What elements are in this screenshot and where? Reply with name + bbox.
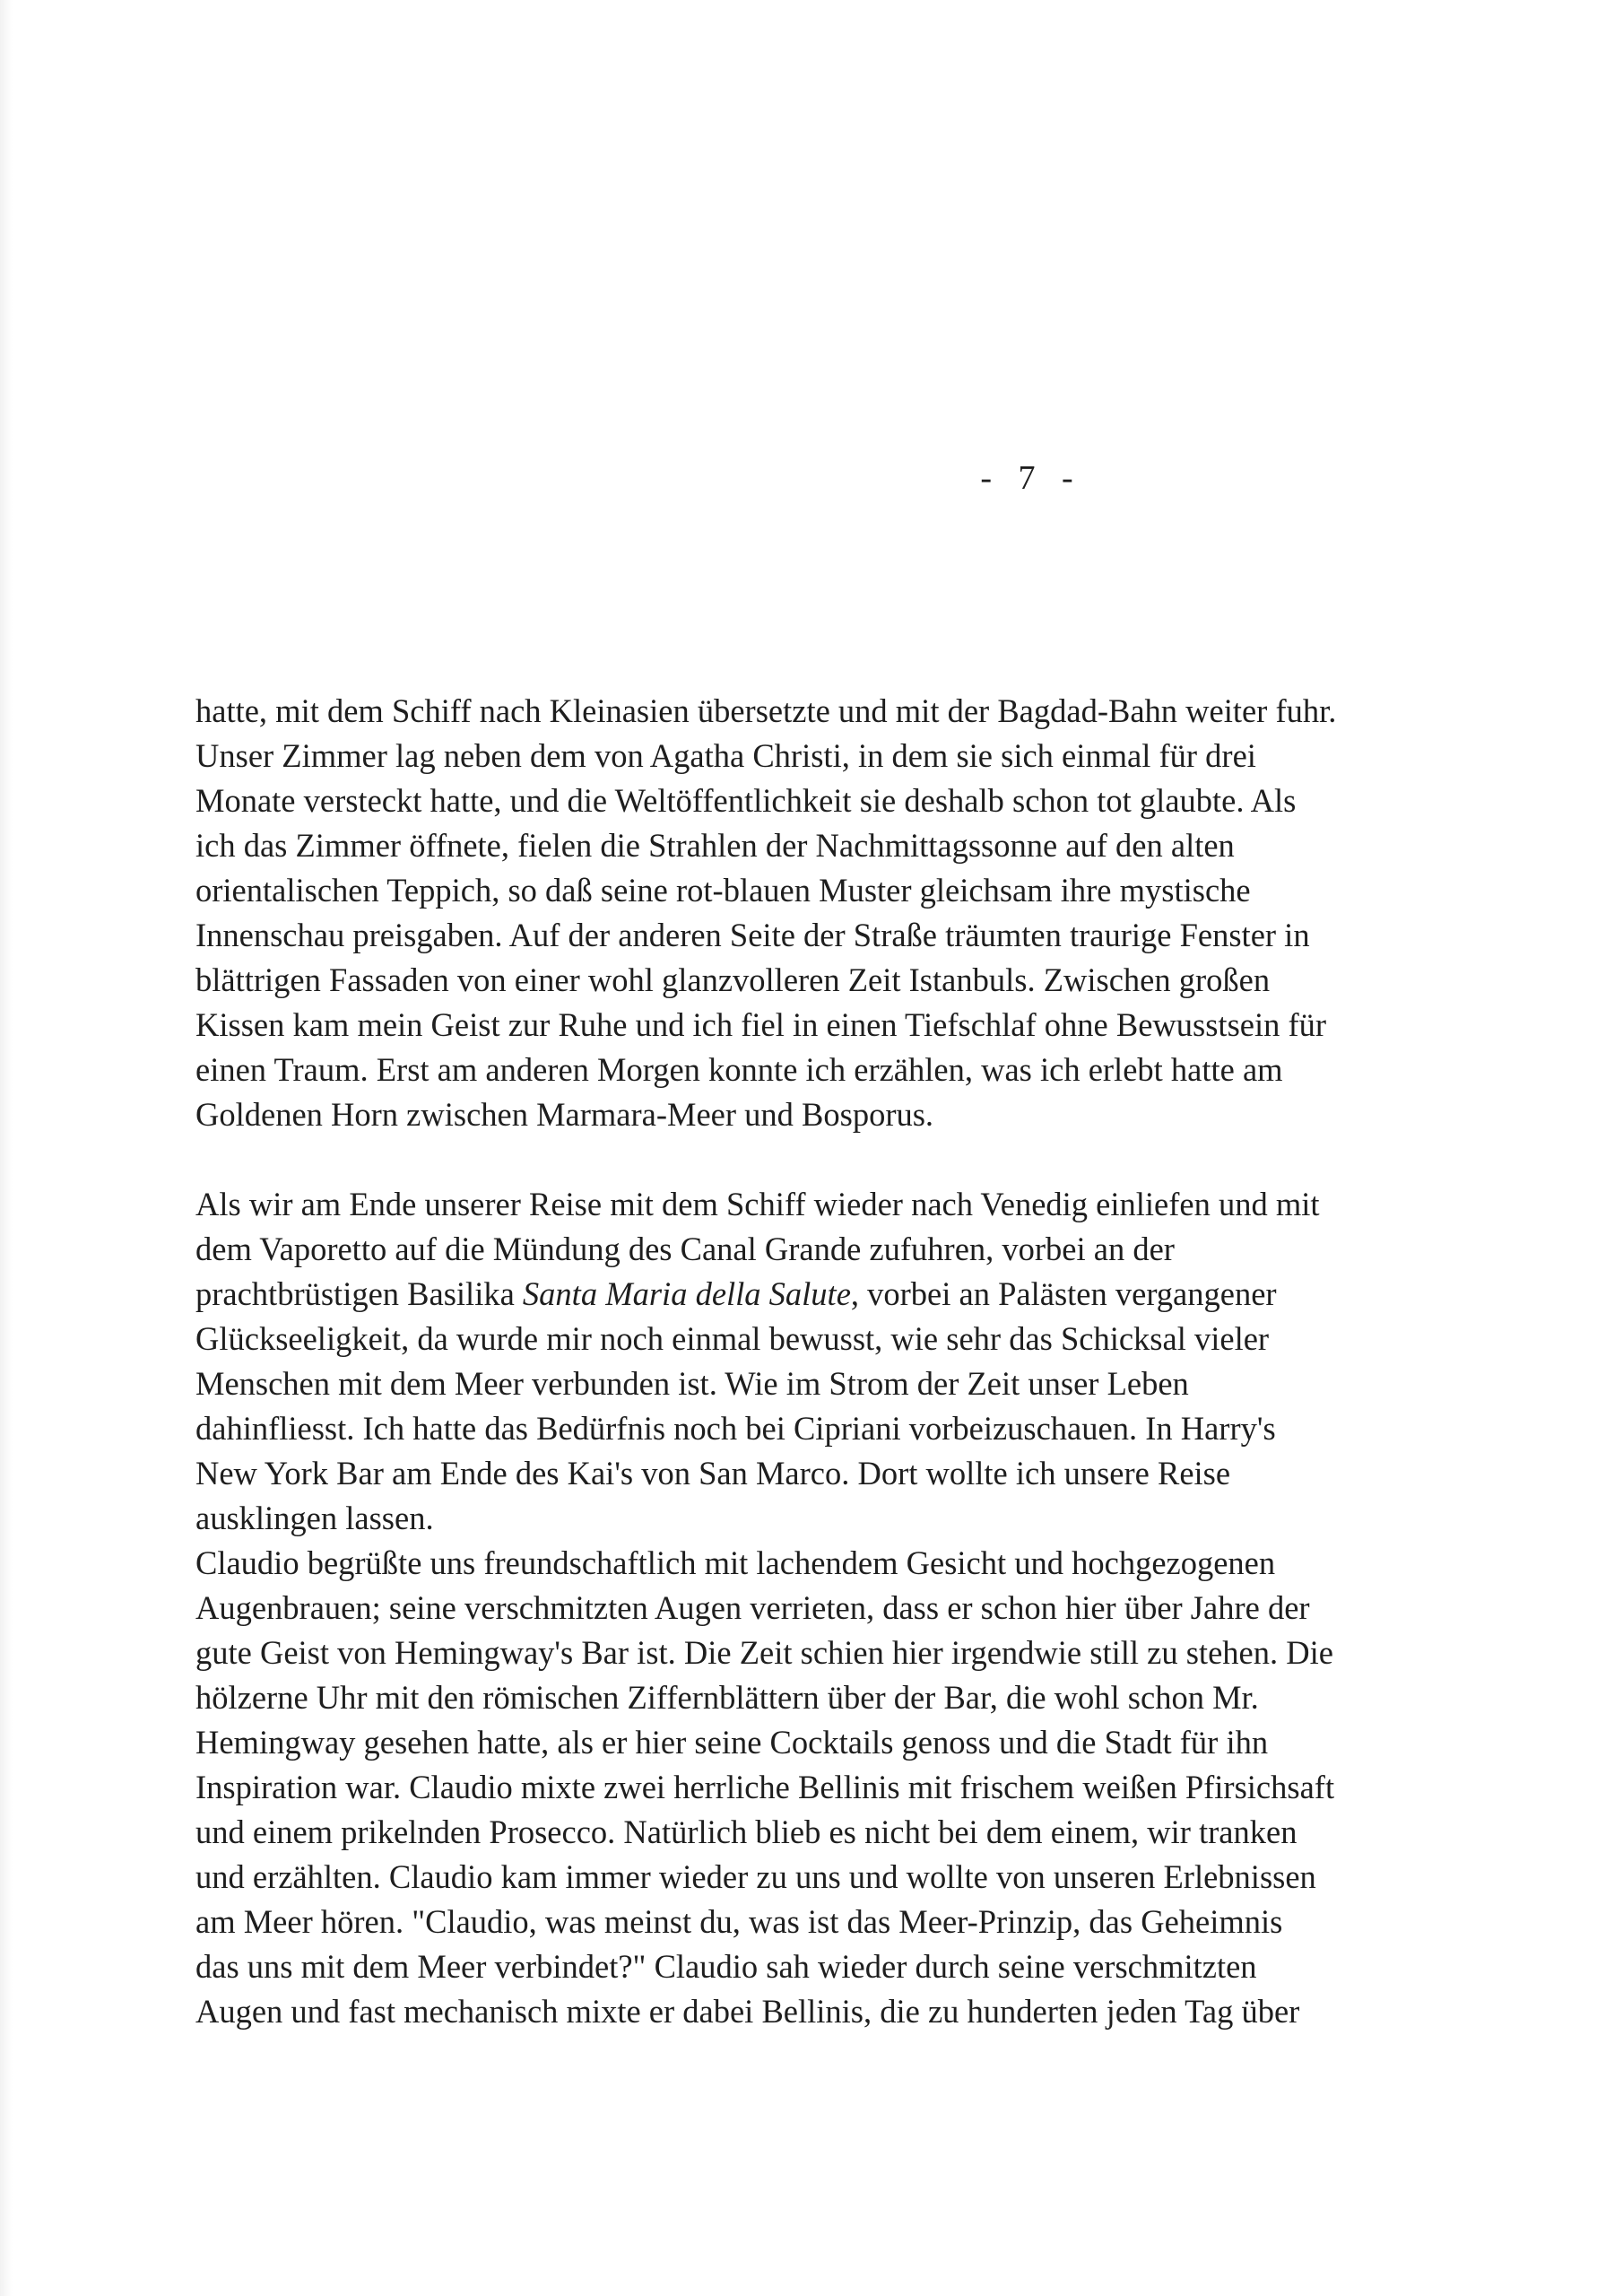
text-line: Monate versteckt hatte, und die Weltöffentlichkeit sie deshalb schon tot glaubte. Als <box>195 782 1297 819</box>
text-line: Innenschau preisgaben. Auf der anderen Seite der Straße träumten traurige Fenster in <box>195 917 1310 953</box>
text-segment: prachtbrüstigen Basilika <box>195 1275 523 1312</box>
text-line: Glückseeligkeit, da wurde mir noch einmal bewusst, wie sehr das Schicksal vieler <box>195 1320 1270 1357</box>
text-line: und einem prikelnden Prosecco. Natürlich blieb es nicht bei dem einem, wir tranken <box>195 1813 1298 1850</box>
text-line: Kissen kam mein Geist zur Ruhe und ich fiel in einen Tiefschlaf ohne Bewusstsein für <box>195 1006 1327 1043</box>
text-line: am Meer hören. "Claudio, was meinst du, was ist das Meer-Prinzip, das Geheimnis <box>195 1903 1283 1940</box>
text-line: Unser Zimmer lag neben dem von Agatha Christi, in dem sie sich einmal für drei <box>195 737 1256 774</box>
text-line: Claudio begrüßte uns freundschaftlich mit lachendem Gesicht und hochgezogenen <box>195 1544 1276 1581</box>
page-number: - 7 - <box>980 459 1082 497</box>
text-line <box>195 1272 1523 1317</box>
text-line: dahinfliesst. Ich hatte das Bedürfnis noch bei Cipriani vorbeizuschauen. In Harry's <box>195 1410 1276 1447</box>
text-line: gute Geist von Hemingway's Bar ist. Die Zeit schien hier irgendwie still zu stehen. Die <box>195 1634 1333 1671</box>
text-line: orientalischen Teppich, so daß seine rot-blauen Muster gleichsam ihre mystische <box>195 872 1251 909</box>
text-segment: , vorbei an Palästen vergangener <box>850 1275 1277 1312</box>
text-line: das uns mit dem Meer verbindet?" Claudio sah wieder durch seine verschmitzten <box>195 1948 1257 1985</box>
text-line: Augen und fast mechanisch mixte er dabei Bellinis, die zu hunderten jeden Tag über <box>195 1993 1300 2030</box>
text-line: und erzählten. Claudio kam immer wieder zu uns und wollte von unseren Erlebnissen <box>195 1858 1316 1895</box>
text-line: hatte, mit dem Schiff nach Kleinasien übersetzte und mit der Bagdad-Bahn weiter fuhr. <box>195 692 1337 729</box>
paragraph-gap <box>195 1137 1523 1182</box>
italic-title: Santa Maria della Salute <box>522 1275 851 1312</box>
text-line: ausklingen lassen. <box>195 1500 434 1536</box>
text-line: Menschen mit dem Meer verbunden ist. Wie im Strom der Zeit unser Leben <box>195 1365 1189 1402</box>
text-line: dem Vaporetto auf die Mündung des Canal Grande zufuhren, vorbei an der <box>195 1231 1175 1267</box>
text-line: blättrigen Fassaden von einer wohl glanzvolleren Zeit Istanbuls. Zwischen großen <box>195 961 1271 998</box>
text-line: Goldenen Horn zwischen Marmara-Meer und Bosporus. <box>195 1096 934 1133</box>
text-line: einen Traum. Erst am anderen Morgen konnte ich erzählen, was ich erlebt hatte am <box>195 1051 1283 1088</box>
text-line: hölzerne Uhr mit den römischen Ziffernblättern über der Bar, die wohl schon Mr. <box>195 1679 1259 1716</box>
text-line: ich das Zimmer öffnete, fielen die Strahlen der Nachmittagssonne auf den alten <box>195 827 1235 864</box>
text-line: Als wir am Ende unserer Reise mit dem Schiff wieder nach Venedig einliefen und mit <box>195 1186 1320 1222</box>
text-line: Augenbrauen; seine verschmitzten Augen verrieten, dass er schon hier über Jahre der <box>195 1589 1310 1626</box>
body-text <box>195 689 1523 2034</box>
scan-edge-shadow <box>0 0 13 2296</box>
text-line: Inspiration war. Claudio mixte zwei herrliche Bellinis mit frischem weißen Pfirsichsaft <box>195 1769 1335 1805</box>
text-line: New York Bar am Ende des Kai's von San Marco. Dort wollte ich unsere Reise <box>195 1455 1231 1492</box>
text-line: Hemingway gesehen hatte, als er hier seine Cocktails genoss und die Stadt für ihn <box>195 1724 1269 1761</box>
